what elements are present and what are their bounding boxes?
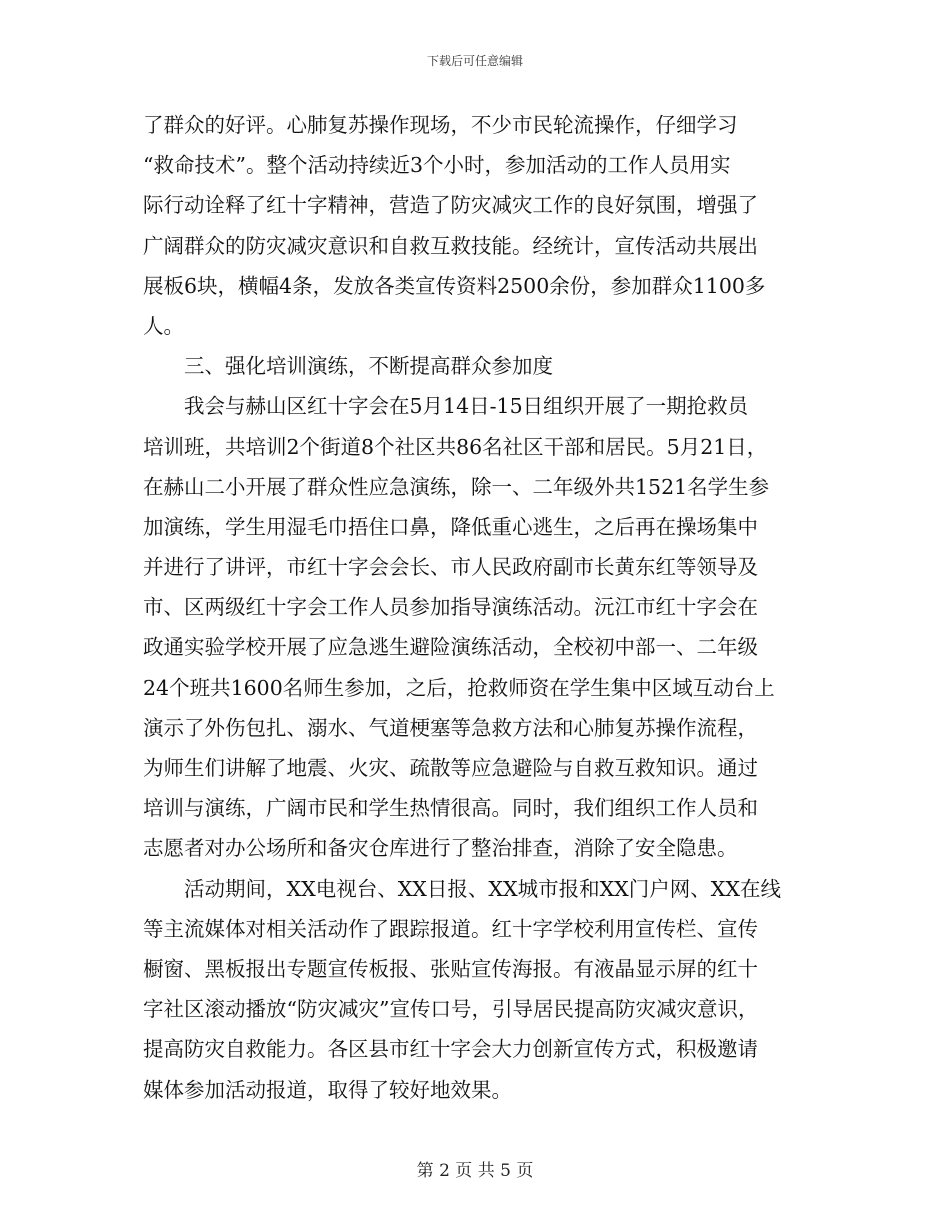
- text-line: 在赫山二小开展了群众性应急演练，除一、二年级外共1521名学生参: [143, 474, 770, 499]
- text-line: 展板6块，横幅4条，发放各类宣传资料2500余份，参加群众1100多: [143, 273, 766, 298]
- text-line: 志愿者对办公场所和备灾仓库进行了整治排查，消除了安全隐患。: [143, 836, 738, 861]
- text-line: 了群众的好评。心肺复苏操作现场，不少市民轮流操作，仔细学习: [143, 113, 738, 137]
- text-line: 并进行了讲评，市红十字会会长、市人民政府副市长黄东红等领导及: [143, 555, 758, 580]
- text-line: 橱窗、黑板报出专题宣传板报、张贴宣传海报。有液晶显示屏的红十: [143, 956, 758, 981]
- text-line: 字社区滚动播放“防灾减灾”宣传口号，引导居民提高防灾减灾意识，: [143, 997, 759, 1022]
- document-body: [143, 105, 811, 1110]
- text-line: 等主流媒体对相关活动作了跟踪报道。红十字学校利用宣传栏、宣传: [143, 916, 758, 941]
- text-line: 培训与演练，广阔市民和学生热情很高。同时，我们组织工作人员和: [143, 796, 758, 821]
- page-header-note: 下载后可任意编辑: [426, 54, 523, 68]
- text-line: 人。: [143, 313, 184, 338]
- text-line: 我会与赫山区红十字会在5月14日-15日组织开展了一期抢救员: [184, 394, 749, 419]
- text-line: 提高防灾自救能力。各区县市红十字会大力创新宣传方式，积极邀请: [143, 1037, 758, 1062]
- text-line: 广阔群众的防灾减灾意识和自救互救技能。经统计，宣传活动共展出: [143, 233, 758, 258]
- text-line: 24个班共1600名师生参加，之后，抢救师资在学生集中区域互动台上: [143, 675, 775, 700]
- text-line: “救命技术”。整个活动持续近3个小时，参加活动的工作人员用实: [143, 153, 731, 178]
- text-line: 演示了外伤包扎、溺水、气道梗塞等急救方法和心肺复苏操作流程，: [143, 715, 758, 740]
- text-line: 市、区两级红十字会工作人员参加指导演练活动。沅江市红十字会在: [143, 595, 758, 620]
- text-line: 培训班，共培训2个街道8个社区共86名社区干部和居民。5月21日，: [143, 434, 768, 459]
- text-line: 为师生们讲解了地震、火灾、疏散等应急避险与自救互救知识。通过: [143, 756, 758, 780]
- text-line: 加演练，学生用湿毛巾捂住口鼻，降低重心逃生，之后再在操场集中: [143, 514, 758, 539]
- text-line: 政通实验学校开展了应急逃生避险演练活动，全校初中部一、二年级: [143, 635, 758, 660]
- text-line: 际行动诠释了红十字精神，营造了防灾减灾工作的良好氛围，增强了: [143, 193, 758, 218]
- text-line: 媒体参加活动报道，取得了较好地效果。: [143, 1077, 512, 1102]
- section-heading: 三、强化培训演练，不断提高群众参加度: [184, 354, 553, 379]
- text-line: 活动期间，XX电视台、XX日报、XX城市报和XX门户网、XX在线: [184, 876, 781, 901]
- page-number-indicator: 第 2 页 共 5 页: [416, 1161, 534, 1181]
